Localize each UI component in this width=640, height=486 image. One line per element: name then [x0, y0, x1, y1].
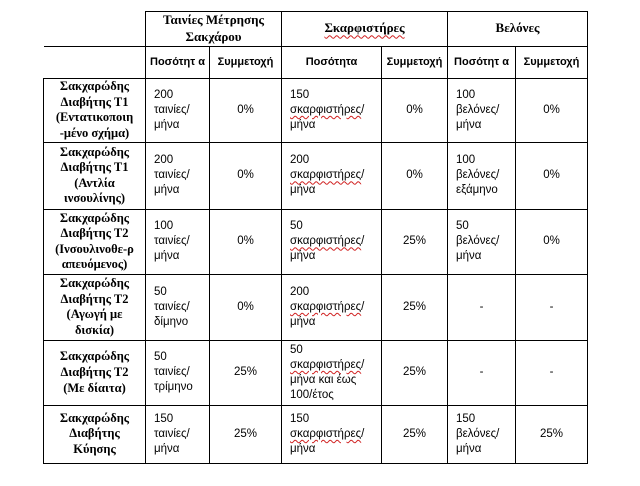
- lancets-qty-cell: [282, 274, 382, 340]
- needles-part-cell: 0%: [516, 209, 588, 274]
- lancets-part-cell: 25%: [382, 340, 448, 405]
- lancets-part-cell: 0%: [382, 142, 448, 209]
- group-header-lancets-text: Σκαρφιστήρες: [324, 20, 405, 36]
- row-label: [44, 209, 146, 274]
- lancets-qty-cell-line: μήνα: [290, 442, 316, 455]
- row-label: [44, 142, 146, 209]
- strips-qty-cell-line: δίμηνο: [154, 315, 189, 328]
- subheader-lancets-part: Συμμετοχή: [382, 46, 448, 78]
- corner-cell-2: [44, 46, 146, 78]
- lancets-qty-cell-line: μήνα και έως: [290, 373, 357, 386]
- strips-qty-cell-line: μήνα: [154, 442, 180, 455]
- strips-qty-cell: [146, 142, 210, 209]
- needles-qty-cell-line: μήνα: [456, 442, 482, 455]
- needles-part-cell: 25%: [516, 405, 588, 463]
- lancets-qty-cell: [282, 209, 382, 274]
- lancets-qty-cell-line: 200: [290, 285, 310, 298]
- subheader-strips-qty: Ποσότητ α: [146, 46, 210, 78]
- row-label-line: Κύησης: [73, 442, 116, 457]
- lancets-qty-cell-line: 150: [290, 412, 310, 425]
- strips-qty-cell-line: 150: [154, 412, 174, 425]
- row-label: [44, 78, 146, 142]
- group-header-needles: Βελόνες: [448, 12, 588, 47]
- strips-qty-cell: [146, 405, 210, 463]
- corner-cell: [44, 12, 146, 47]
- table-row: [44, 405, 588, 463]
- row-label-line: -μένο σχήμα): [59, 125, 130, 140]
- needles-qty-cell: [448, 78, 516, 142]
- strips-part-cell: 25%: [210, 340, 282, 405]
- lancets-qty-cell: [282, 142, 382, 209]
- lancets-part-cell: 25%: [382, 209, 448, 274]
- strips-qty-cell: [146, 340, 210, 405]
- table-body: [44, 78, 588, 463]
- lancets-qty-cell-line: 200: [290, 154, 310, 167]
- lancets-qty-cell-word: σκαρφιστήρες: [290, 235, 362, 248]
- lancets-qty-cell-line: 50: [290, 343, 303, 356]
- needles-qty-cell: [448, 142, 516, 209]
- needles-qty-cell-line: βελόνες/: [456, 427, 500, 440]
- subheader-needles-qty: Ποσότητ α: [448, 46, 516, 78]
- needles-qty-cell-line: 100: [456, 154, 476, 167]
- strips-qty-cell: [146, 209, 210, 274]
- table-row: [44, 142, 588, 209]
- needles-qty-cell: [448, 274, 516, 340]
- needles-part-cell: 0%: [516, 78, 588, 142]
- strips-part-cell: 0%: [210, 274, 282, 340]
- lancets-qty-cell-line: 150: [290, 88, 310, 101]
- row-label-line: Σακχαρώδης: [59, 349, 130, 364]
- subheader-lancets-qty: Ποσότητα: [282, 46, 382, 78]
- lancets-qty-cell: [282, 405, 382, 463]
- strips-qty-cell: [146, 274, 210, 340]
- group-header-row: [44, 12, 588, 47]
- subheader-needles-part: Συμμετοχή: [516, 46, 588, 78]
- strips-qty-cell-line: τρίμηνο: [154, 381, 193, 394]
- row-label-line: Διαβήτης: [69, 426, 120, 441]
- needles-qty-cell-line: βελόνες/: [456, 169, 500, 182]
- lancets-part-cell: 25%: [382, 274, 448, 340]
- lancets-qty-cell-word: σκαρφιστήρες: [290, 169, 362, 182]
- row-label-line: (Ινσουλινοθε-ρ: [55, 241, 134, 256]
- row-label-line: Σακχαρώδης: [59, 210, 130, 225]
- row-label-line: Σακχαρώδης: [59, 410, 130, 425]
- group-header-lancets: [282, 12, 448, 47]
- subheader-strips-part: Συμμετοχή: [210, 46, 282, 78]
- strips-qty-cell-line: ταινίες/: [154, 235, 190, 248]
- needles-qty-cell-line: βελόνες/: [456, 235, 500, 248]
- strips-qty-cell-line: 50: [154, 351, 167, 364]
- lancets-qty-cell-line: μήνα: [290, 250, 316, 263]
- strips-qty-cell-line: ταινίες/: [154, 169, 190, 182]
- needles-part-cell: 0%: [516, 142, 588, 209]
- lancets-qty-cell-line: μήνα: [290, 315, 316, 328]
- needles-qty-cell: [448, 209, 516, 274]
- needles-qty-cell-line: μήνα: [456, 250, 482, 263]
- row-label-line: Διαβήτης Τ2: [60, 226, 129, 241]
- needles-part-cell: -: [516, 274, 588, 340]
- row-label: [44, 274, 146, 340]
- lancets-qty-cell-line: σκαρφιστήρες/: [290, 169, 365, 182]
- lancets-qty-cell-word: σκαρφιστήρες: [290, 300, 362, 313]
- lancets-qty-cell-line: 50: [290, 220, 303, 233]
- lancets-part-cell: 0%: [382, 78, 448, 142]
- needles-qty-cell-line: 100: [456, 88, 476, 101]
- needles-qty-cell-line: -: [479, 366, 484, 379]
- strips-qty-cell-line: 200: [154, 88, 174, 101]
- supplies-table: [43, 11, 588, 464]
- row-label-line: Διαβήτης Τ2: [60, 364, 129, 379]
- row-label-line: απευόμενος): [61, 257, 128, 272]
- row-label-line: (Εντατικοποιη: [55, 110, 134, 125]
- strips-qty-cell-line: μήνα: [154, 118, 180, 131]
- row-label-line: δισκία): [74, 322, 115, 337]
- row-label-line: (Αντλία: [74, 175, 115, 190]
- strips-qty-cell-line: 100: [154, 220, 174, 233]
- strips-qty-cell-line: ταινίες/: [154, 300, 190, 313]
- row-label-line: Διαβήτης Τ1: [60, 160, 129, 175]
- needles-qty-cell-line: -: [479, 300, 484, 313]
- lancets-qty-cell-line: 100/έτος: [290, 388, 334, 401]
- needles-part-cell: -: [516, 340, 588, 405]
- needles-qty-cell: [448, 405, 516, 463]
- needles-qty-cell-line: εξάμηνο: [456, 184, 498, 197]
- strips-part-cell: 0%: [210, 142, 282, 209]
- lancets-qty-cell-line: σκαρφιστήρες/: [290, 103, 365, 116]
- lancets-qty-cell: [282, 340, 382, 405]
- row-label-line: (Αγωγή με: [66, 307, 123, 322]
- lancets-qty-cell-line: σκαρφιστήρες/: [290, 235, 365, 248]
- sub-header-row: [44, 46, 588, 78]
- lancets-qty-cell-line: μήνα: [290, 184, 316, 197]
- lancets-qty-cell-word: σκαρφιστήρες: [290, 103, 362, 116]
- lancets-part-cell: 25%: [382, 405, 448, 463]
- lancets-qty-cell-word: σκαρφιστήρες: [290, 358, 362, 371]
- group-header-strips: Ταινίες Μέτρησης Σακχάρου: [146, 12, 282, 47]
- strips-part-cell: 25%: [210, 405, 282, 463]
- table-row: [44, 340, 588, 405]
- strips-qty-cell-line: μήνα: [154, 250, 180, 263]
- strips-part-cell: 0%: [210, 78, 282, 142]
- strips-qty-cell-line: ταινίες/: [154, 427, 190, 440]
- row-label-line: ινσουλίνης): [63, 191, 126, 206]
- needles-qty-cell: [448, 340, 516, 405]
- strips-qty-cell-line: 50: [154, 285, 167, 298]
- strips-qty-cell-line: μήνα: [154, 184, 180, 197]
- row-label-line: (Με δίαιτα): [63, 380, 126, 395]
- lancets-qty-cell-word: σκαρφιστήρες: [290, 427, 362, 440]
- strips-part-cell: 0%: [210, 209, 282, 274]
- row-label-line: Σακχαρώδης: [59, 79, 130, 94]
- strips-qty-cell-line: ταινίες/: [154, 103, 190, 116]
- row-label-line: Σακχαρώδης: [59, 144, 130, 159]
- table-row: [44, 274, 588, 340]
- table-row: [44, 209, 588, 274]
- row-label: [44, 405, 146, 463]
- strips-qty-cell-line: 200: [154, 154, 174, 167]
- row-label: [44, 340, 146, 405]
- lancets-qty-cell-line: σκαρφιστήρες/: [290, 358, 365, 371]
- row-label-line: Σακχαρώδης: [59, 276, 130, 291]
- strips-qty-cell-line: ταινίες/: [154, 366, 190, 379]
- strips-qty-cell: [146, 78, 210, 142]
- needles-qty-cell-line: βελόνες/: [456, 103, 500, 116]
- needles-qty-cell-line: μήνα: [456, 118, 482, 131]
- lancets-qty-cell-line: μήνα: [290, 118, 316, 131]
- needles-qty-cell-line: 50: [456, 220, 469, 233]
- row-label-line: Διαβήτης Τ2: [60, 291, 129, 306]
- lancets-qty-cell-line: σκαρφιστήρες/: [290, 427, 365, 440]
- row-label-line: Διαβήτης Τ1: [60, 94, 129, 109]
- lancets-qty-cell-line: σκαρφιστήρες/: [290, 300, 365, 313]
- table-row: [44, 78, 588, 142]
- needles-qty-cell-line: 150: [456, 412, 476, 425]
- lancets-qty-cell: [282, 78, 382, 142]
